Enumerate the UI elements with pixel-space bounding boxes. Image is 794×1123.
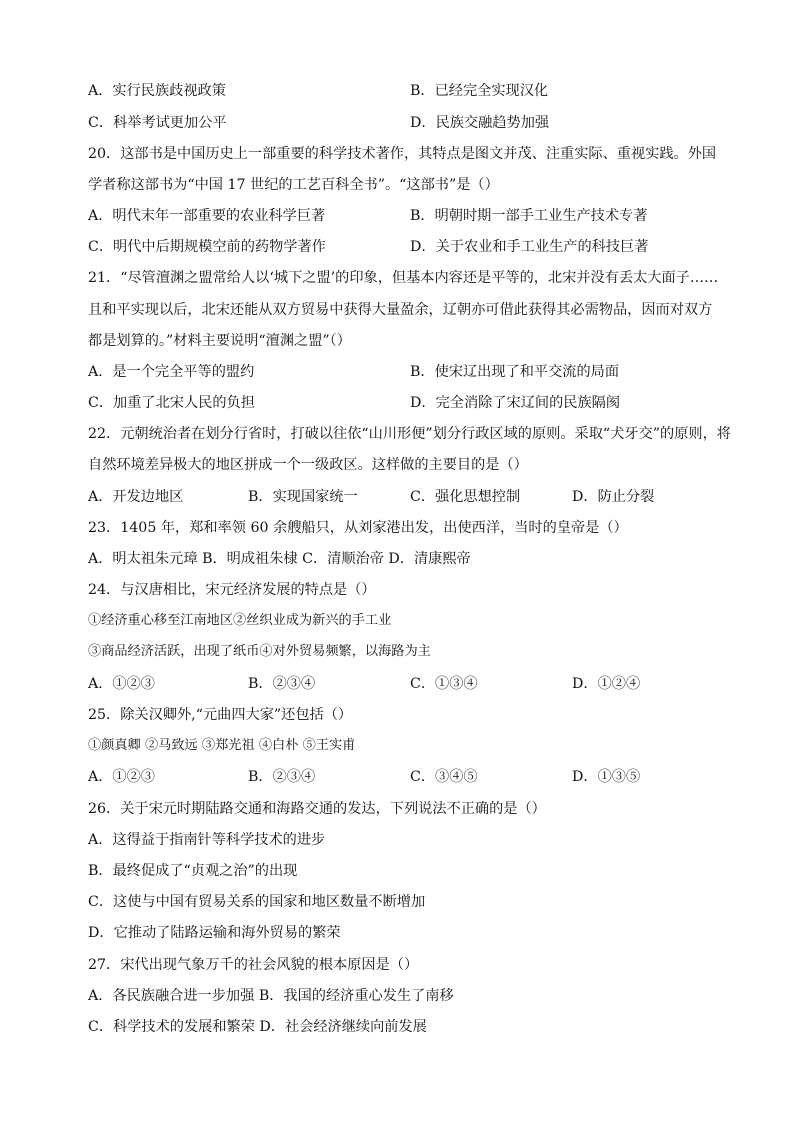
q21-option-c: C．加重了北宋人民的负担: [88, 395, 255, 411]
q21-option-a: A．是一个完全平等的盟约: [88, 364, 255, 380]
q19-option-c: C．科举考试更加公平: [88, 115, 227, 131]
q20-option-c: C．明代中后期规模空前的药物学著作: [88, 239, 326, 255]
q27-options-cd: C．科学技术的发展和繁荣 D．社会经济继续向前发展: [88, 1019, 427, 1035]
q22-stem-line-1: 22．元朝统治者在划分行省时，打破以往依“山川形便”划分行政区域的原则。采取“犬牙交”的原则，将: [88, 426, 731, 442]
q20-stem-line-1: 20．这部书是中国历史上一部重要的科学技术著作，其特点是图文并茂、注重实际、重视实践。外国: [88, 146, 717, 162]
q22-option-d: D．防止分裂: [572, 489, 655, 505]
q21-option-b: B．使宋辽出现了和平交流的局面: [410, 364, 620, 380]
q20-stem-line-2: 学者称这部书为“中国 17 世纪的工艺百科全书”。“这部书”是（）: [88, 177, 499, 193]
q24-option-b: B．②③④: [248, 676, 316, 692]
q21-stem-line-2: 且和平实现以后，北宋还能从双方贸易中获得大量盈余，辽朝亦可借此获得其必需物品，因而对双方: [88, 302, 713, 318]
q24-item-line-1: ①经济重心移至江南地区②丝织业成为新兴的手工业: [88, 613, 392, 628]
q23-stem: 23．1405 年，郑和率领 60 余艘船只，从刘家港出发，出使西洋，当时的皇帝是（）: [88, 520, 628, 536]
q22-option-b: B．实现国家统一: [248, 489, 358, 505]
q22-options-row: [88, 487, 708, 507]
q25-stem: 25．除关汉卿外,“元曲四大家”还包括（）: [88, 707, 353, 723]
q25-option-b: B．②③④: [248, 769, 316, 785]
q27-stem: 27．宋代出现气象万千的社会风貌的根本原因是（）: [88, 957, 419, 973]
q19-option-b: B．已经完全实现汉化: [410, 83, 549, 99]
q26-option-b: B．最终促成了“贞观之治”的出现: [88, 863, 298, 879]
q24-option-a: A．①②③: [88, 676, 155, 692]
q26-stem: 26．关于宋元时期陆路交通和海路交通的发达，下列说法不正确的是（）: [88, 801, 546, 817]
q22-option-a: A．开发边地区: [88, 489, 184, 505]
q24-option-d: D．①②④: [572, 676, 641, 692]
q19-option-d: D．民族交融趋势加强: [410, 115, 550, 131]
q19-options-row-2: [88, 113, 708, 133]
q21-options-row-2: [88, 393, 708, 413]
q19-option-a: A．实行民族歧视政策: [88, 83, 226, 99]
q24-option-c: C．①③④: [410, 676, 478, 692]
q24-stem: 24．与汉唐相比，宋元经济发展的特点是（）: [88, 582, 376, 598]
q25-option-a: A．①②③: [88, 769, 155, 785]
q23-options: A．明太祖朱元璋 B．明成祖朱棣 C．清顺治帝 D．清康熙帝: [88, 551, 471, 567]
q20-option-a: A．明代末年一部重要的农业科学巨著: [88, 208, 326, 224]
q21-options-row-1: [88, 362, 708, 382]
q21-stem-line-1: 21．“尽管澶渊之盟常给人以‘城下之盟’的印象，但基本内容还是平等的，北宋并没有丢太大面子……: [88, 270, 719, 286]
q20-option-d: D．关于农业和手工业生产的科技巨著: [410, 239, 649, 255]
q26-option-d: D．它推动了陆路运输和海外贸易的繁荣: [88, 925, 341, 941]
q26-option-a: A．这得益于指南针等科学技术的进步: [88, 832, 326, 848]
q21-stem-line-3: 都是划算的。”材料主要说明“澶渊之盟”（）: [88, 333, 351, 349]
q22-stem-line-2: 自然环境差异极大的地区拼成一个一级政区。这样做的主要目的是（）: [88, 457, 528, 473]
q20-options-row-1: [88, 206, 708, 226]
q22-option-c: C．强化思想控制: [410, 489, 521, 505]
q25-options-row: [88, 767, 708, 787]
q26-option-c: C．这使与中国有贸易关系的国家和地区数量不断增加: [88, 894, 426, 910]
q20-option-b: B．明朝时期一部手工业生产技术专著: [410, 208, 648, 224]
q19-options-row-1: [88, 81, 708, 101]
q25-option-c: C．③④⑤: [410, 769, 478, 785]
q21-option-d: D．完全消除了宋辽间的民族隔阂: [410, 395, 621, 411]
q20-options-row-2: [88, 237, 708, 257]
q24-options-row: [88, 674, 708, 694]
q24-item-line-2: ③商品经济活跃，出现了纸币④对外贸易频繁，以海路为主: [88, 644, 431, 659]
q27-options-ab: A．各民族融合进一步加强 B．我国的经济重心发生了南移: [88, 988, 454, 1004]
q25-option-d: D．①③⑤: [572, 769, 641, 785]
q25-items: ①颜真卿 ②马致远 ③郑光祖 ④白朴 ⑤王实甫: [88, 738, 356, 753]
